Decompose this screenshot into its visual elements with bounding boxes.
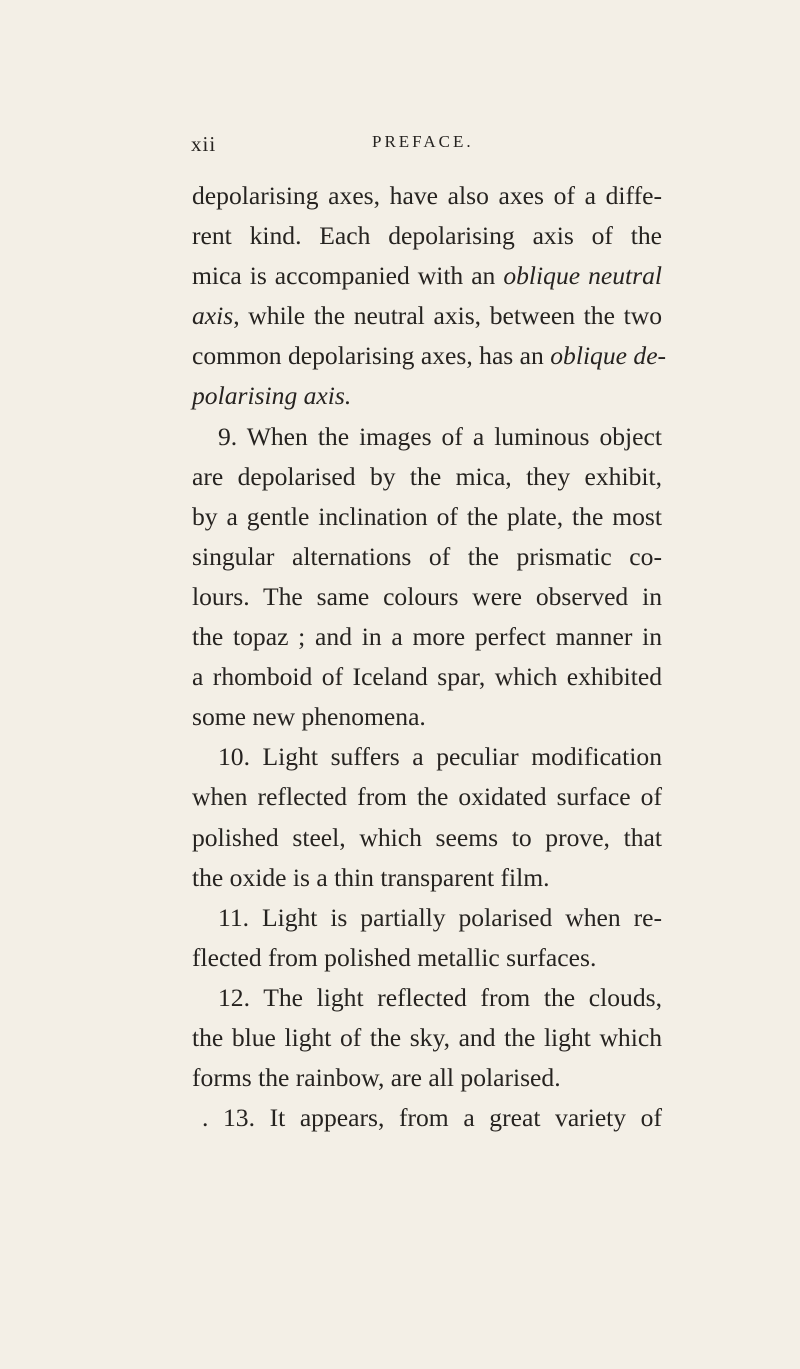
italic-term: polarising axis. (192, 381, 352, 411)
text-run: mica is accompanied with an (192, 261, 504, 291)
text-line (192, 1058, 662, 1098)
text-line (192, 777, 662, 817)
text-line (192, 978, 662, 1018)
italic-term: axis (192, 301, 234, 331)
text-run: the blue light of the sky, and the light which (192, 1022, 662, 1052)
text-line (192, 858, 662, 898)
text-run: 10. Light suffers a peculiar modification (218, 742, 662, 772)
text-run: when reflected from the oxidated surface of (192, 782, 662, 812)
text-line (192, 737, 662, 777)
text-run: common depolarising axes, has an (192, 341, 551, 371)
text-line (192, 617, 662, 657)
text-line (192, 1018, 662, 1058)
italic-term: oblique neutral (503, 261, 662, 291)
text-line (192, 176, 662, 216)
text-run: polished steel, which seems to prove, that (192, 822, 662, 852)
text-line (192, 296, 662, 336)
text-run: by a gentle inclination of the plate, the most (192, 501, 662, 531)
text-run: depolarising axes, have also axes of a diffe- (192, 181, 662, 210)
text-line (192, 376, 662, 416)
text-line (192, 818, 662, 858)
italic-term: oblique de- (550, 341, 667, 371)
text-line (192, 697, 662, 737)
text-run: lours. The same colours were observed in (192, 581, 662, 611)
text-run: singular alternations of the prismatic co- (192, 541, 662, 571)
text-run: are depolarised by the mica, they exhibit, (192, 461, 662, 491)
text-line (192, 577, 662, 617)
text-line (192, 537, 662, 577)
text-line (192, 1098, 662, 1138)
running-head (0, 132, 800, 162)
text-line (192, 256, 662, 296)
text-line (192, 216, 662, 256)
text-run: a rhomboid of Iceland spar, which exhibited (192, 662, 662, 692)
text-line (192, 457, 662, 497)
running-head-title: PREFACE. (372, 132, 474, 151)
text-line (192, 657, 662, 697)
text-run: forms the rainbow, are all polarised. (192, 1063, 561, 1093)
text-line (192, 938, 662, 978)
text-run: 12. The light reflected from the clouds, (218, 982, 662, 1012)
text-line (192, 497, 662, 537)
body-text (192, 176, 667, 1138)
page-number: xii (191, 132, 217, 156)
text-line (192, 417, 662, 457)
text-line (192, 336, 667, 376)
text-run: rent kind. Each depolarising axis of the (192, 221, 662, 251)
text-run: some new phenomena. (192, 702, 426, 732)
text-run: flected from polished metallic surfaces. (192, 942, 597, 972)
text-run: 9. When the images of a luminous object (218, 421, 662, 451)
text-run: the topaz ; and in a more perfect manner in (192, 622, 662, 652)
text-run: . 13. It appears, from a great variety of (202, 1103, 662, 1133)
text-run: the oxide is a thin transparent film. (192, 862, 550, 892)
text-run: , while the neutral axis, between the two (233, 301, 662, 331)
text-run: 11. Light is partially polarised when re- (218, 902, 662, 932)
text-line (192, 898, 662, 938)
